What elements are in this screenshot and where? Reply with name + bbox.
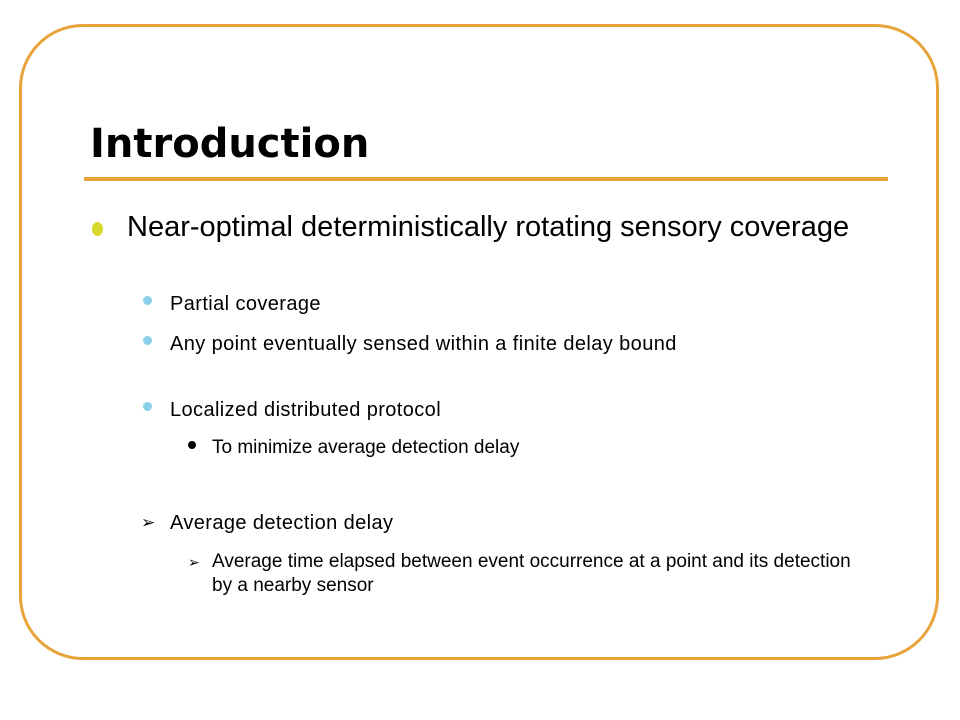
bullet-partial-coverage: Partial coverage — [170, 293, 321, 315]
bullet-localized-protocol: Localized distributed protocol — [170, 399, 442, 421]
slide-title: Introduction — [90, 121, 370, 167]
bullet-average-time-elapsed: Average time elapsed between event occurrence at a point and its detection by a nearby sensor — [212, 551, 851, 596]
bullet-dot-level3 — [188, 441, 196, 449]
bullet-finite-delay: Any point eventually sensed within a finite delay bound — [170, 333, 677, 355]
title-underline — [84, 177, 888, 181]
bullet-main-topic: Near-optimal deterministically rotating sensory coverage — [127, 211, 850, 243]
bullet-dot-level2 — [143, 336, 152, 345]
bullet-dot-level2 — [143, 296, 152, 305]
bullet-dot-level1 — [92, 222, 103, 236]
arrow-bullet-icon: ➢ — [141, 513, 156, 533]
bullet-dot-level2 — [143, 402, 152, 411]
bullet-average-detection-delay: Average detection delay — [170, 512, 394, 534]
bullet-minimize-delay: To minimize average detection delay — [212, 437, 520, 458]
arrow-bullet-icon: ➢ — [188, 555, 200, 571]
